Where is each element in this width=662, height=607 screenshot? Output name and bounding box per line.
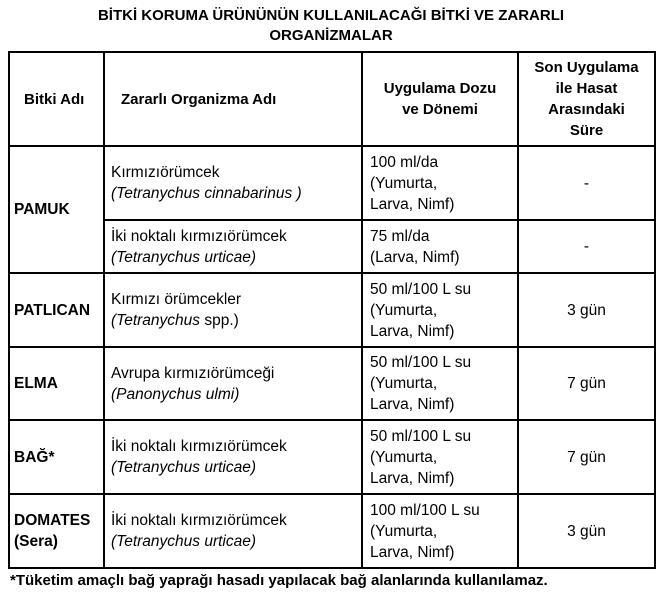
- table-row: [9, 273, 655, 347]
- pest-scientific-name: (Tetranychus cinnabarinus ): [111, 185, 302, 202]
- dose-cell: [362, 146, 518, 220]
- dose-line: Larva, Nimf): [370, 322, 455, 340]
- document-title: [0, 6, 662, 46]
- pest-cell: [104, 347, 362, 420]
- pest-cell: [104, 420, 362, 494]
- plant-name-line: (Sera): [14, 533, 58, 550]
- plant-name-line: DOMATES: [14, 512, 91, 529]
- dose-cell: [362, 220, 518, 273]
- harvest-interval: 3 gün: [518, 273, 655, 347]
- table-row: [9, 420, 655, 494]
- plant-name: PATLICAN: [9, 273, 104, 347]
- plant-name: [9, 494, 104, 568]
- harvest-interval: -: [518, 220, 655, 273]
- header-harvest-line: Son Uygulama: [534, 59, 639, 76]
- dose-line: (Yumurta,: [370, 522, 438, 540]
- header-harvest-interval: [518, 52, 655, 146]
- plant-name: PAMUK: [9, 146, 104, 273]
- pest-name: Kırmızı örümcekler: [111, 291, 242, 308]
- table-row: [9, 494, 655, 568]
- header-dose: [362, 52, 518, 146]
- dose-cell: [362, 273, 518, 347]
- header-row: [9, 52, 655, 146]
- dose-line: 50 ml/100 L su: [370, 280, 472, 298]
- pest-cell: [104, 494, 362, 568]
- harvest-interval: 3 gün: [518, 494, 655, 568]
- harvest-interval: -: [518, 146, 655, 220]
- plant-name: BAĞ*: [9, 420, 104, 494]
- header-pest: Zararlı Organizma Adı: [104, 52, 362, 146]
- dose-line: 75 ml/da: [370, 227, 430, 245]
- harvest-interval: 7 gün: [518, 420, 655, 494]
- dose-line: (Yumurta,: [370, 174, 438, 192]
- pest-cell: [104, 273, 362, 347]
- dose-cell: [362, 420, 518, 494]
- pest-scientific-name: (Tetranychus urticae): [111, 533, 257, 550]
- header-harvest-line: ile Hasat: [555, 80, 618, 97]
- dose-cell: [362, 494, 518, 568]
- pest-cell: [104, 220, 362, 273]
- pest-name: Kırmızıörümcek: [111, 164, 220, 181]
- title-line-2: ORGANİZMALAR: [269, 27, 393, 44]
- footnote: *Tüketim amaçlı bağ yaprağı hasadı yapılacak bağ alanlarında kullanılamaz.: [10, 572, 548, 589]
- header-plant: Bitki Adı: [9, 52, 104, 146]
- dose-line: (Larva, Nimf): [370, 248, 460, 266]
- pest-name: İki noktalı kırmızıörümcek: [111, 438, 287, 455]
- header-dose-line: ve Dönemi: [402, 101, 478, 118]
- pest-scientific-name: (Tetranychus urticae): [111, 248, 257, 266]
- title-line-1: BİTKİ KORUMA ÜRÜNÜNÜN KULLANILACAĞI BİTKİ VE ZARARLI: [97, 7, 565, 24]
- dose-line: 50 ml/100 L su: [370, 354, 472, 371]
- header-harvest-line: Arasındaki: [548, 101, 625, 118]
- plant-name: ELMA: [9, 347, 104, 420]
- dose-line: 50 ml/100 L su: [370, 427, 472, 445]
- table-row: [9, 220, 655, 273]
- dose-cell: [362, 347, 518, 420]
- pest-scientific-name: (Tetranychus urticae): [111, 459, 257, 476]
- pest-scientific-name: (Panonychus ulmi): [111, 385, 240, 403]
- dose-line: Larva, Nimf): [370, 396, 455, 413]
- dose-line: (Yumurta,: [370, 448, 438, 466]
- dose-line: (Yumurta,: [370, 301, 438, 319]
- pest-name: İki noktalı kırmızıörümcek: [111, 512, 287, 529]
- pest-name: İki noktalı kırmızıörümcek: [111, 227, 287, 245]
- dose-line: (Yumurta,: [370, 375, 438, 392]
- table-row: [9, 146, 655, 220]
- usage-table: [8, 51, 656, 569]
- header-harvest-line: Süre: [569, 122, 604, 139]
- dose-line: Larva, Nimf): [370, 469, 455, 487]
- dose-line: Larva, Nimf): [370, 195, 455, 213]
- header-dose-line: Uygulama Dozu: [383, 80, 497, 97]
- dose-line: 100 ml/100 L su: [370, 501, 480, 519]
- dose-line: Larva, Nimf): [370, 543, 455, 561]
- pest-name: Avrupa kırmızıörümceği: [111, 364, 275, 382]
- pest-scientific-name: (Tetranychus spp.): [111, 312, 239, 329]
- dose-line: 100 ml/da: [370, 153, 439, 171]
- pest-cell: [104, 146, 362, 220]
- table-row: [9, 347, 655, 420]
- harvest-interval: 7 gün: [518, 347, 655, 420]
